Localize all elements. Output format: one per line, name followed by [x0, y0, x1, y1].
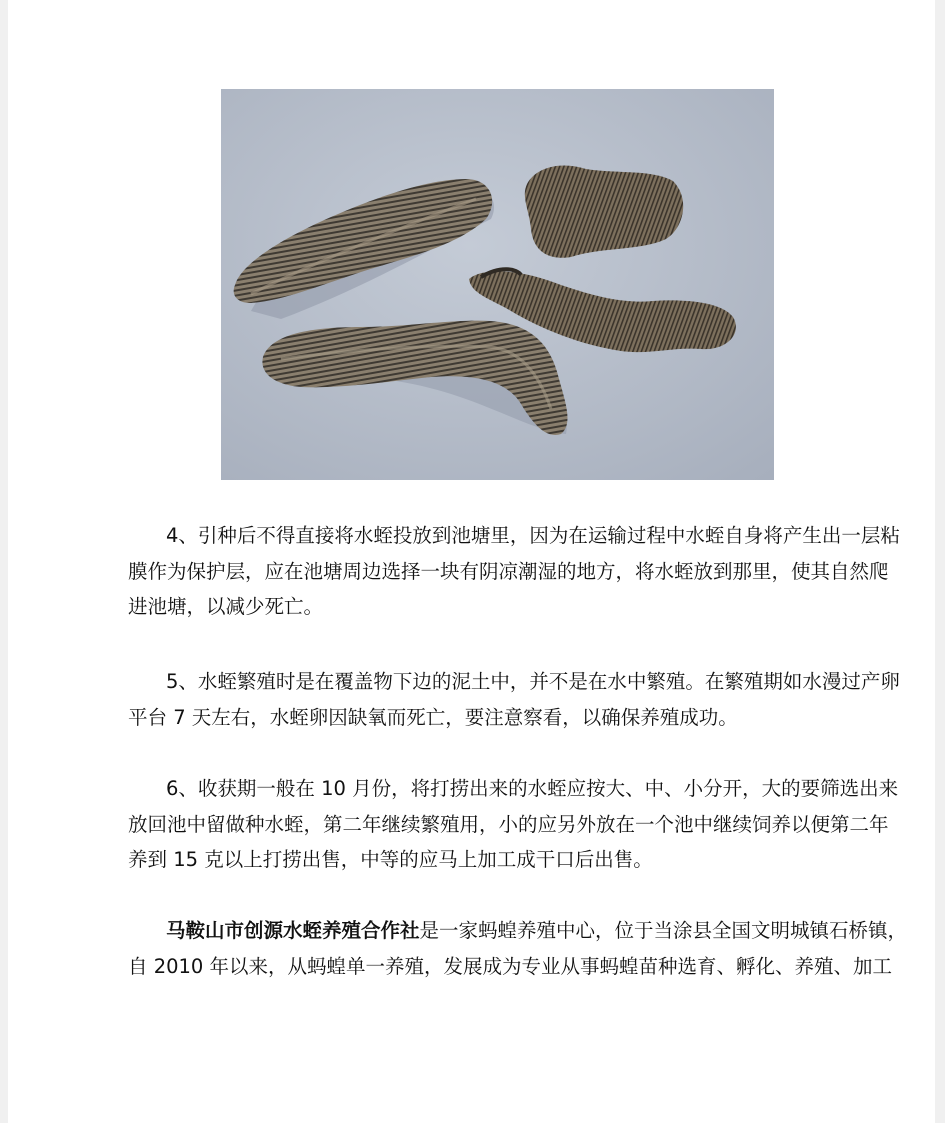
- company-intro: 是一家蚂蝗养殖中心，位于当涂县全国文明城镇石桥镇，: [419, 919, 908, 942]
- dried-leech-photo: [221, 89, 774, 480]
- paragraph-line: 6、收获期一般在 10 月份，将打捞出来的水蛭应按大、中、小分开，大的要筛选出来: [166, 777, 899, 800]
- paragraph-line: 平台 7 天左右，水蛭卵因缺氧而死亡，要注意察看，以确保养殖成功。: [128, 705, 738, 729]
- paragraph-4: [128, 518, 900, 625]
- paragraph-line: 放回池中留做种水蛭，第二年继续繁殖用，小的应另外放在一个池中继续饲养以便第二年: [128, 812, 889, 836]
- paragraph-line: 养到 15 克以上打捞出售，中等的应马上加工成干口后出售。: [128, 848, 653, 871]
- paragraph-5: [128, 664, 900, 735]
- company-name: 马鞍山市创源水蛭养殖合作社: [166, 919, 420, 942]
- paragraph-line: 自 2010 年以来，从蚂蝗单一养殖，发展成为专业从事蚂蝗苗种选育、孵化、养殖、加工: [128, 954, 893, 978]
- paragraph-company: [128, 913, 908, 984]
- paragraph-line: [128, 913, 908, 949]
- paragraph-line: 4、引种后不得直接将水蛭投放到池塘里，因为在运输过程中水蛭自身将产生出一层粘: [166, 524, 900, 547]
- paragraph-line: 进池塘，以减少死亡。: [128, 595, 324, 618]
- paragraph-line: 5、水蛭繁殖时是在覆盖物下边的泥土中，并不是在水中繁殖。在繁殖期如水漫过产卵: [166, 670, 900, 693]
- document-page: [8, 0, 935, 1123]
- paragraph-6: [128, 771, 899, 878]
- paragraph-line: 膜作为保护层，应在池塘周边选择一块有阴凉潮湿的地方，将水蛭放到那里，使其自然爬: [128, 559, 889, 583]
